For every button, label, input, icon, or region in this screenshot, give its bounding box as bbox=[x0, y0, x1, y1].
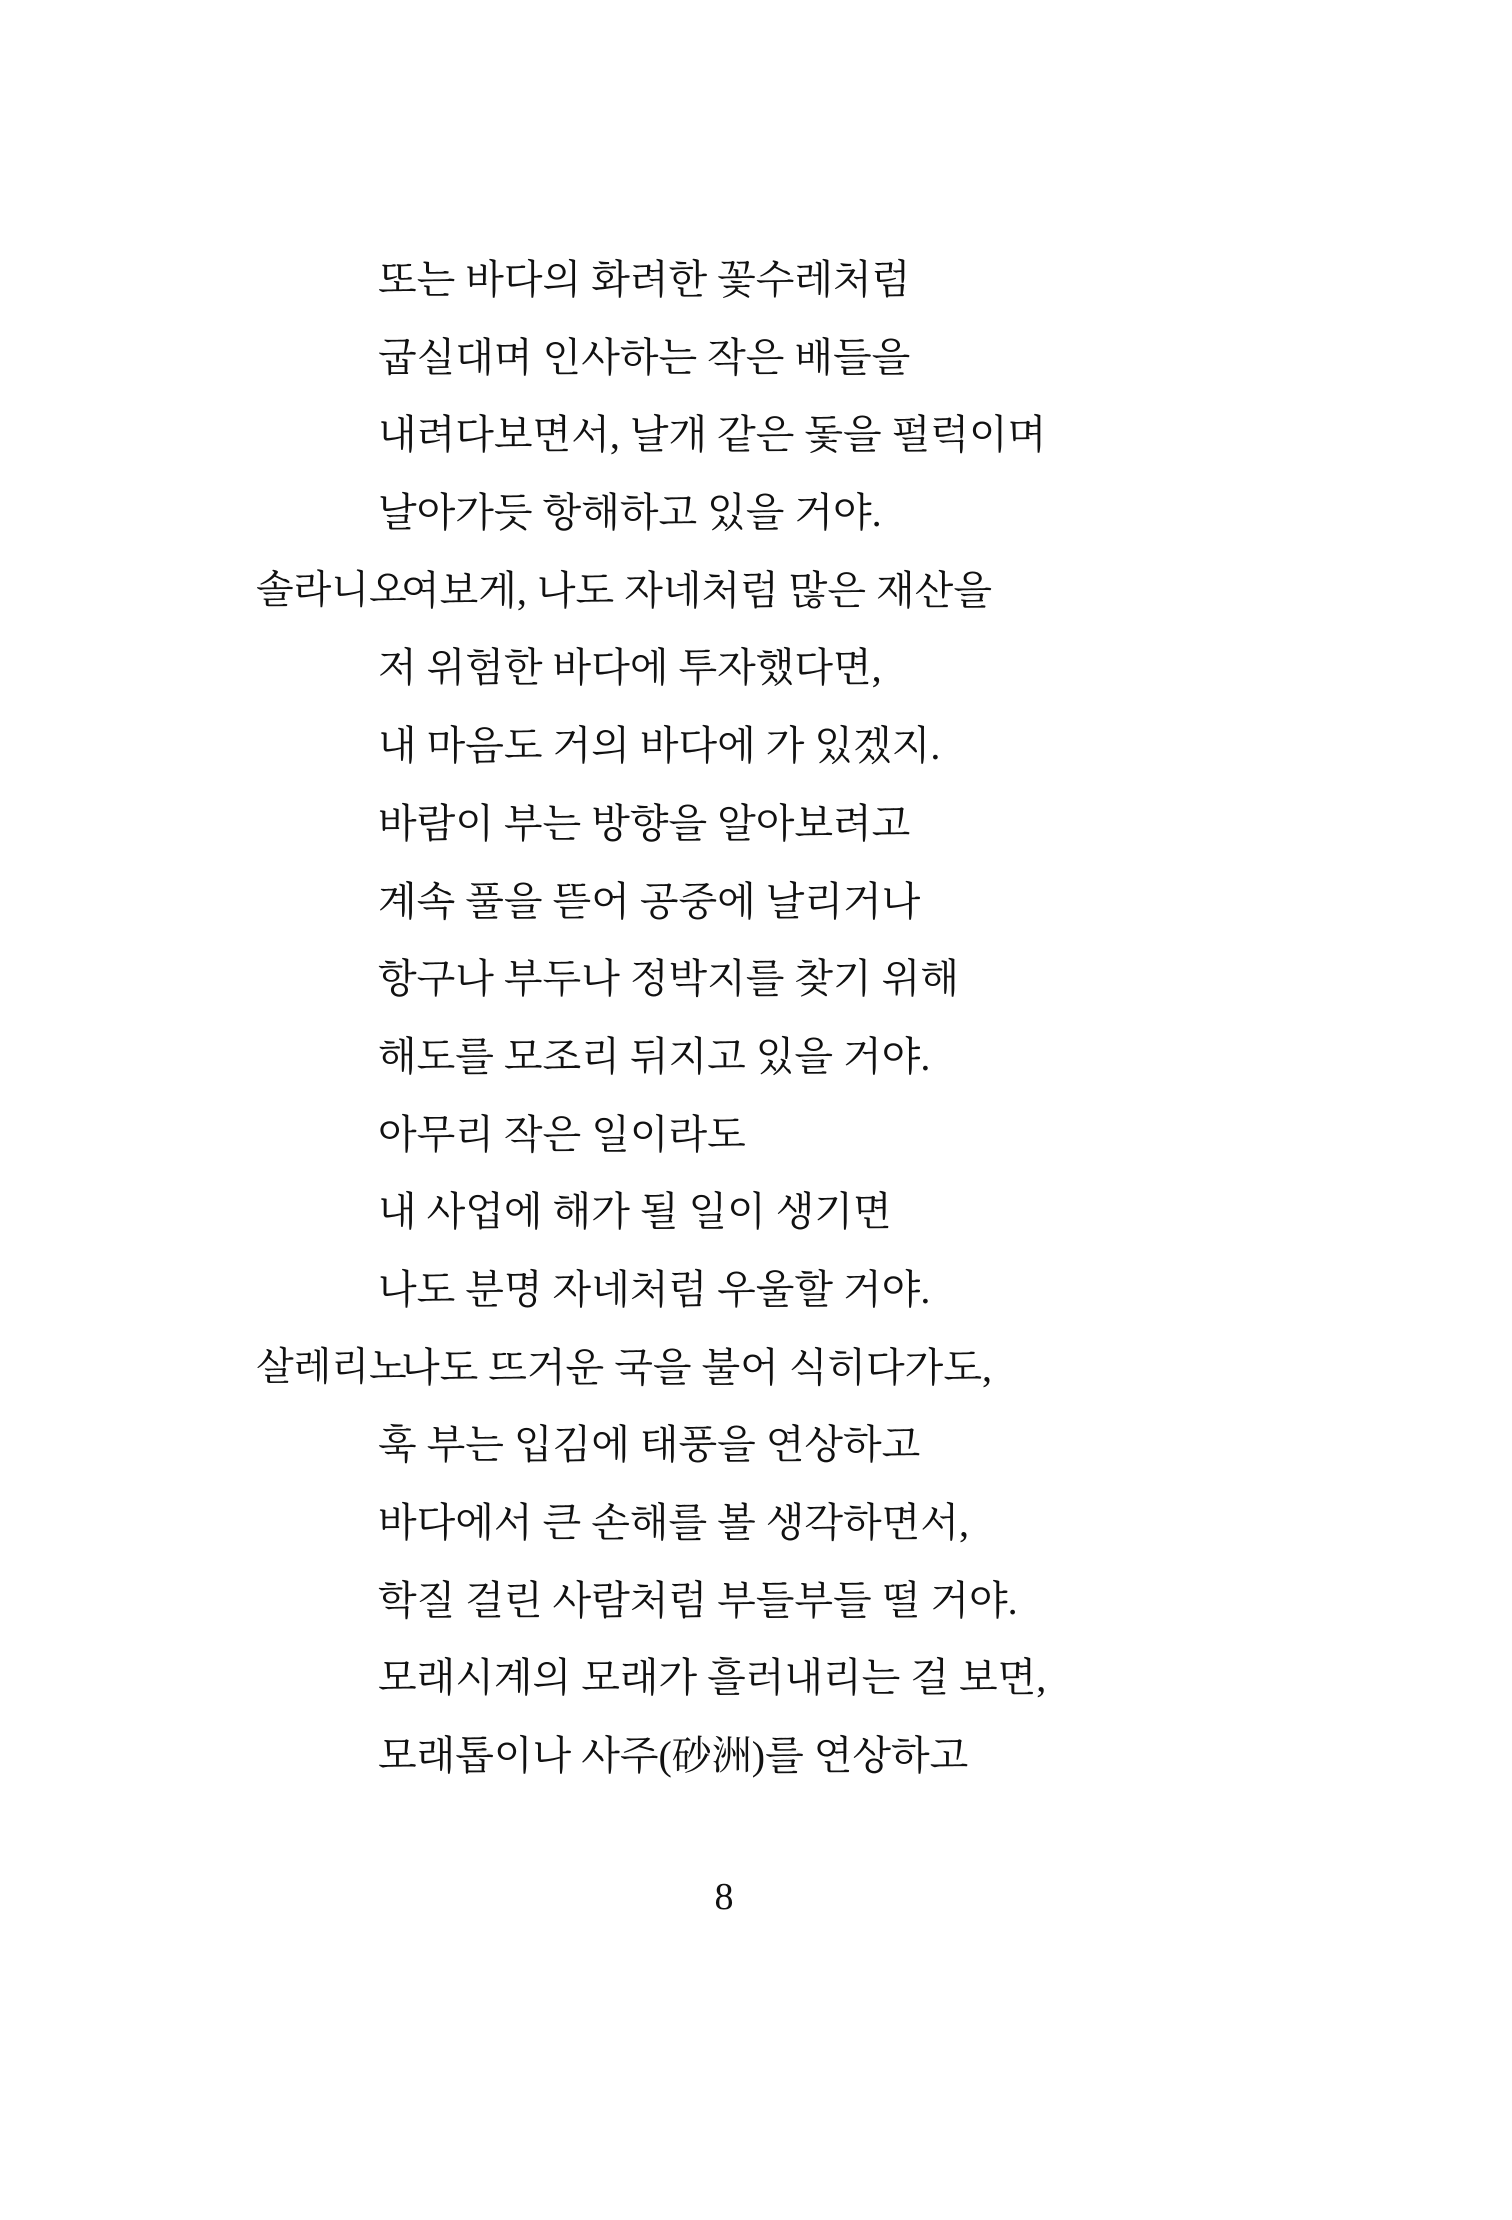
speaker-name: 솔라니오 bbox=[256, 568, 407, 612]
verse-line bbox=[256, 1251, 1456, 1329]
verse-line bbox=[256, 1639, 1456, 1717]
line-text: 나도 뜨거운 국을 불어 식히다가도, bbox=[401, 1344, 992, 1390]
speaker-line bbox=[256, 1329, 1456, 1407]
verse-line bbox=[256, 629, 1456, 707]
line-text: 또는 바다의 화려한 꽃수레처럼 bbox=[378, 257, 911, 302]
line-text: 나도 분명 자네처럼 우울할 거야. bbox=[378, 1266, 931, 1312]
verse-line bbox=[256, 319, 1456, 397]
verse-line bbox=[256, 396, 1456, 474]
verse-line bbox=[256, 1562, 1456, 1640]
verse-line bbox=[256, 1484, 1456, 1562]
line-text: 내 사업에 해가 될 일이 생기면 bbox=[378, 1189, 892, 1235]
line-text: 저 위험한 바다에 투자했다면, bbox=[378, 645, 882, 691]
line-text: 내 마음도 거의 바다에 가 있겠지. bbox=[378, 723, 941, 769]
verse-line bbox=[256, 1096, 1456, 1174]
line-text: 바다에서 큰 손해를 볼 생각하면서, bbox=[378, 1500, 969, 1545]
verse-line bbox=[256, 1406, 1456, 1484]
line-text: 내려다보면서, 날개 같은 돛을 펄럭이며 bbox=[378, 412, 1047, 458]
line-text: 해도를 모조리 뒤지고 있을 거야. bbox=[378, 1033, 931, 1079]
verse-line bbox=[256, 863, 1456, 941]
verse-line bbox=[256, 1717, 1456, 1795]
line-text: 모래톱이나 사주(砂洲)를 연상하고 bbox=[378, 1733, 969, 1779]
line-text: 훅 부는 입김에 태풍을 연상하고 bbox=[378, 1422, 921, 1468]
line-text: 아무리 작은 일이라도 bbox=[378, 1111, 746, 1157]
verse-line bbox=[256, 1018, 1456, 1096]
speaker-line bbox=[256, 552, 1456, 630]
verse-line bbox=[256, 1173, 1456, 1251]
verse-line bbox=[256, 707, 1456, 785]
line-text: 학질 걸린 사람처럼 부들부들 떨 거야. bbox=[378, 1577, 1018, 1623]
dialogue-text bbox=[256, 241, 1456, 1795]
page-number: 8 bbox=[714, 1876, 734, 1918]
line-text: 굽실대며 인사하는 작은 배들을 bbox=[378, 334, 911, 380]
verse-line bbox=[256, 474, 1456, 552]
line-text: 바람이 부는 방향을 알아보려고 bbox=[378, 800, 911, 846]
line-text: 날아가듯 항해하고 있을 거야. bbox=[378, 490, 882, 536]
verse-line bbox=[256, 785, 1456, 863]
verse-line bbox=[256, 241, 1456, 319]
line-text: 여보게, 나도 자네처럼 많은 재산을 bbox=[401, 567, 992, 613]
line-text: 계속 풀을 뜯어 공중에 날리거나 bbox=[378, 878, 921, 924]
speaker-name: 살레리노 bbox=[256, 1345, 407, 1389]
verse-line bbox=[256, 940, 1456, 1018]
line-text: 항구나 부두나 정박지를 찾기 위해 bbox=[378, 956, 959, 1002]
line-text: 모래시계의 모래가 흘러내리는 걸 보면, bbox=[378, 1655, 1047, 1701]
